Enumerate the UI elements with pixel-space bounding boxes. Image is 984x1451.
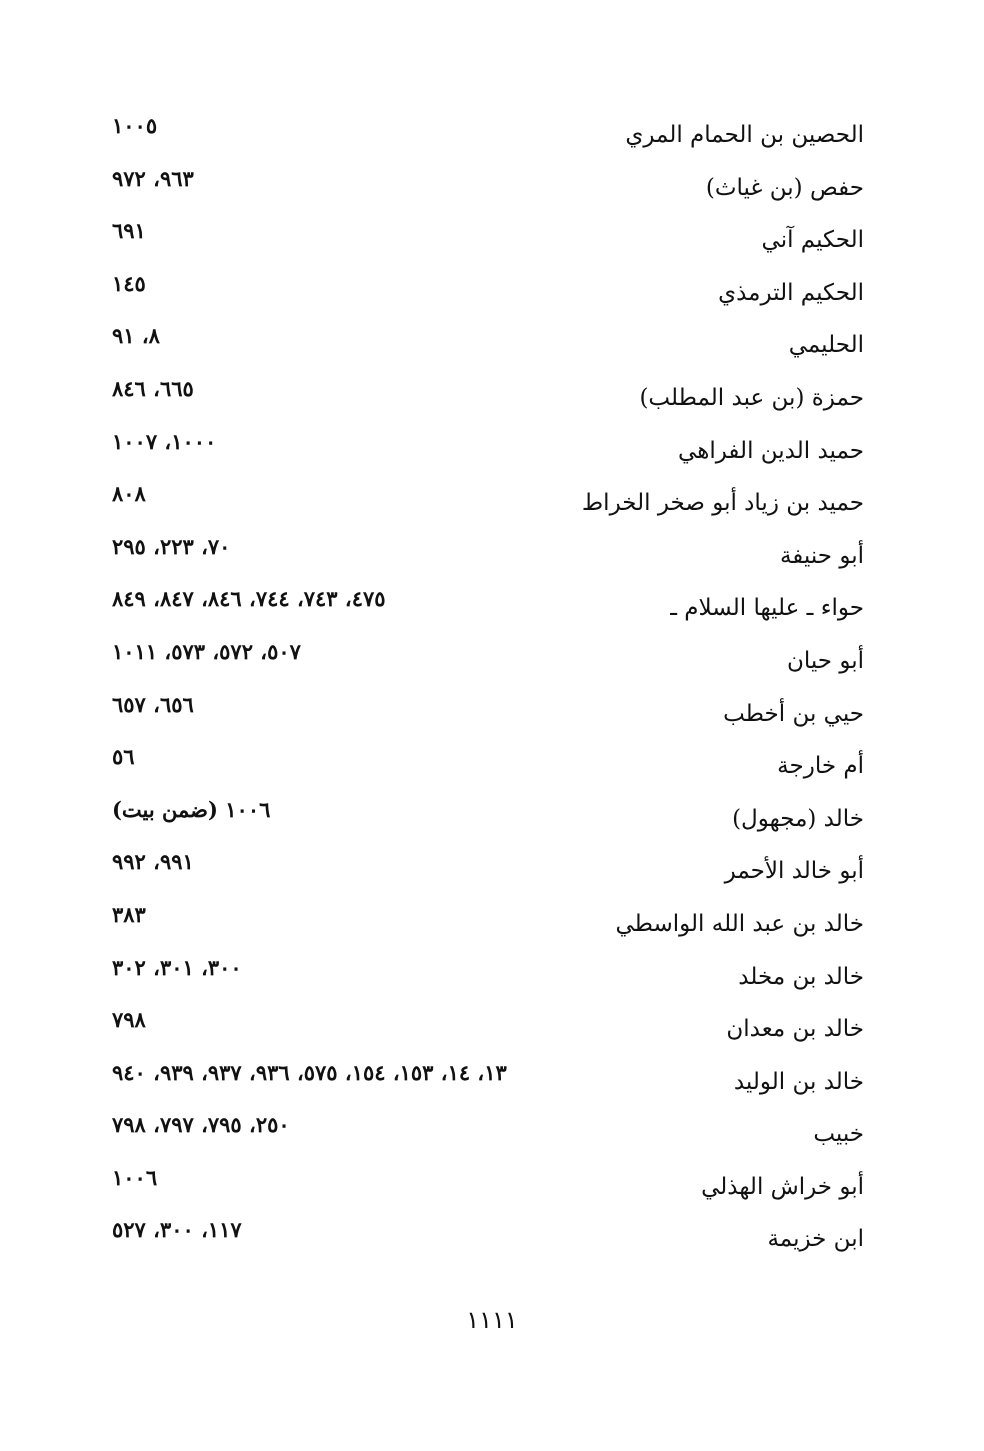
index-entry xyxy=(112,161,872,214)
entry-name: خبيب xyxy=(813,1121,864,1148)
index-entry xyxy=(112,634,872,687)
entry-name: أبو حنيفة xyxy=(779,542,864,569)
entry-page-refs: ٥٦ xyxy=(112,744,135,770)
index-entry xyxy=(112,1002,872,1055)
entry-name: الحكيم آني xyxy=(761,227,864,254)
index-entry xyxy=(112,897,872,950)
index-entry xyxy=(112,424,872,477)
index-entry xyxy=(112,476,872,529)
entry-page-refs: ١٠٠٥ xyxy=(112,113,158,138)
entry-page-refs: ١٤٥ xyxy=(112,270,146,296)
entry-name: خالد بن معدان xyxy=(726,1016,864,1043)
entry-name: الحليمي xyxy=(788,332,864,359)
entry-name: أبو خراش الهذلي xyxy=(701,1173,864,1200)
entry-name: أبو خالد الأحمر xyxy=(724,858,864,885)
entry-page-refs: ١١٧، ٣٠٠، ٥٢٧ xyxy=(112,1217,242,1243)
entry-name: ابن خزيمة xyxy=(767,1226,864,1253)
index-entry xyxy=(112,213,872,266)
entry-name: خالد بن الوليد xyxy=(733,1068,864,1095)
entry-page-refs: ٦٥٦، ٦٥٧ xyxy=(112,691,194,717)
entry-page-refs: ٨٠٨ xyxy=(112,481,146,507)
entry-page-refs: ٣٨٣ xyxy=(112,901,146,927)
index-entry xyxy=(112,266,872,319)
entry-page-refs: ٨، ٩١ xyxy=(112,323,160,349)
entry-name: حميد بن زياد أبو صخر الخراط xyxy=(581,490,864,517)
entry-name: أم خارجة xyxy=(777,753,864,780)
entry-name: حفص (بن غياث) xyxy=(705,174,864,201)
index-entry xyxy=(112,371,872,424)
index-entry xyxy=(112,844,872,897)
index-entry xyxy=(112,108,872,161)
entry-page-refs: ٢٥٠، ٧٩٥، ٧٩٧، ٧٩٨ xyxy=(112,1112,290,1138)
entry-name: حمزة (بن عبد المطلب) xyxy=(639,384,864,411)
index-entry xyxy=(112,792,872,845)
index-entry xyxy=(112,318,872,371)
entry-name: حيي بن أخطب xyxy=(723,700,864,727)
page-number: ١١١١ xyxy=(466,1306,518,1334)
entry-page-refs: ١٣، ١٤، ١٥٣، ١٥٤، ٥٧٥، ٩٣٦، ٩٣٧، ٩٣٩، ٩٤٠ xyxy=(112,1059,507,1085)
index-entry xyxy=(112,1107,872,1160)
entry-page-refs: ٩٦٣، ٩٧٢ xyxy=(112,165,194,191)
entry-page-refs: ١٠٠٦ xyxy=(112,1164,158,1190)
entry-page-refs: ٩٩١، ٩٩٢ xyxy=(112,849,194,875)
index-entry xyxy=(112,529,872,582)
entry-page-refs: ٣٠٠، ٣٠١، ٣٠٢ xyxy=(112,954,242,980)
entry-page-refs: ٦٩١ xyxy=(112,218,146,244)
entry-name: خالد بن مخلد xyxy=(738,963,864,990)
name-index-list xyxy=(112,108,872,1265)
entry-page-refs: ٧٠، ٢٢٣، ٢٩٥ xyxy=(112,533,231,559)
entry-page-refs: ٤٧٥، ٧٤٣، ٧٤٤، ٨٤٦، ٨٤٧، ٨٤٩ xyxy=(112,586,386,612)
entry-page-refs: ٥٠٧، ٥٧٢، ٥٧٣، ١٠١١ xyxy=(112,638,301,664)
entry-name: حواء ـ عليها السلام ـ xyxy=(670,595,864,622)
index-entry xyxy=(112,739,872,792)
entry-page-refs: ٦٦٥، ٨٤٦ xyxy=(112,375,194,401)
entry-name: الحصين بن الحمام المري xyxy=(625,122,864,148)
entry-page-refs: ٧٩٨ xyxy=(112,1007,146,1033)
entry-name: حميد الدين الفراهي xyxy=(678,437,864,464)
index-entry xyxy=(112,581,872,634)
index-entry xyxy=(112,687,872,740)
entry-name: خالد بن عبد الله الواسطي xyxy=(615,910,864,937)
index-entry xyxy=(112,1212,872,1265)
entry-name: الحكيم الترمذي xyxy=(718,279,864,306)
index-entry xyxy=(112,1160,872,1213)
entry-page-refs: ١٠٠٦ (ضمن بيت) xyxy=(112,796,271,822)
entry-name: خالد (مجهول) xyxy=(732,805,864,832)
entry-name: أبو حيان xyxy=(786,647,864,674)
entry-page-refs: ١٠٠٠، ١٠٠٧ xyxy=(112,428,217,454)
index-entry xyxy=(112,950,872,1003)
index-entry xyxy=(112,1055,872,1108)
